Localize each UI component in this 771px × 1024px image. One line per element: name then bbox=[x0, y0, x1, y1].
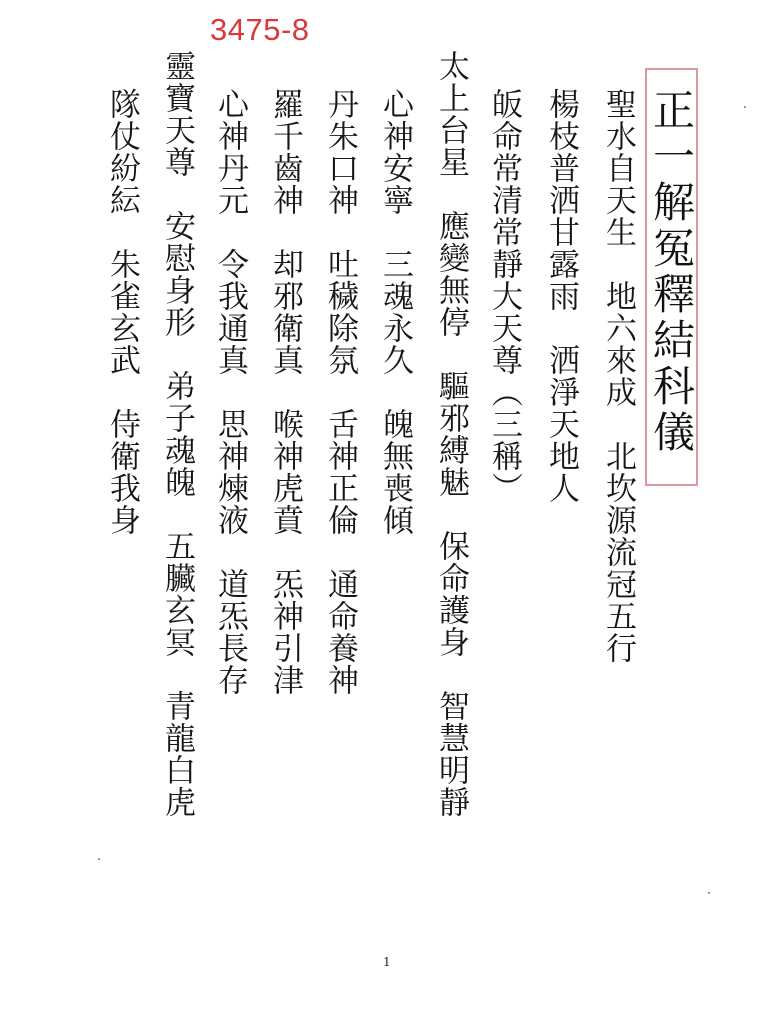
text-column-7: 羅千齒神 却邪衛真 喉神虎賁 炁神引津 bbox=[267, 88, 303, 696]
scan-speck bbox=[708, 892, 710, 894]
text-column-3: 皈命常清常靜大天尊︵三稱︶ bbox=[486, 88, 522, 504]
text-column-8: 心神丹元 令我通真 思神煉液 道炁長存 bbox=[212, 88, 248, 696]
text-column-9: 靈寶天尊 安慰身形 弟子魂魄 五臟玄冥 青龍白虎 bbox=[159, 50, 195, 818]
page-number: 1 bbox=[383, 955, 391, 969]
scan-speck bbox=[744, 106, 746, 108]
text-column-4: 太上台星 應變無停 驅邪縛魅 保命護身 智慧明靜 bbox=[433, 50, 469, 818]
reference-number: 3475-8 bbox=[210, 12, 310, 47]
text-column-6: 丹朱口神 吐穢除氛 舌神正倫 通命養神 bbox=[322, 88, 358, 696]
text-column-10: 隊仗紛紜 朱雀玄武 侍衛我身 bbox=[104, 88, 140, 536]
scan-speck bbox=[98, 858, 100, 860]
text-column-1: 聖水自天生 地六來成 北坎源流冠五行 bbox=[600, 88, 636, 664]
text-column-2: 楊枝普洒甘露雨 洒淨天地人 bbox=[543, 88, 579, 504]
scripture-title: 正一解冤釋結科儀 bbox=[647, 88, 696, 456]
text-column-5: 心神安寧 三魂永久 魄無喪傾 bbox=[377, 88, 413, 536]
